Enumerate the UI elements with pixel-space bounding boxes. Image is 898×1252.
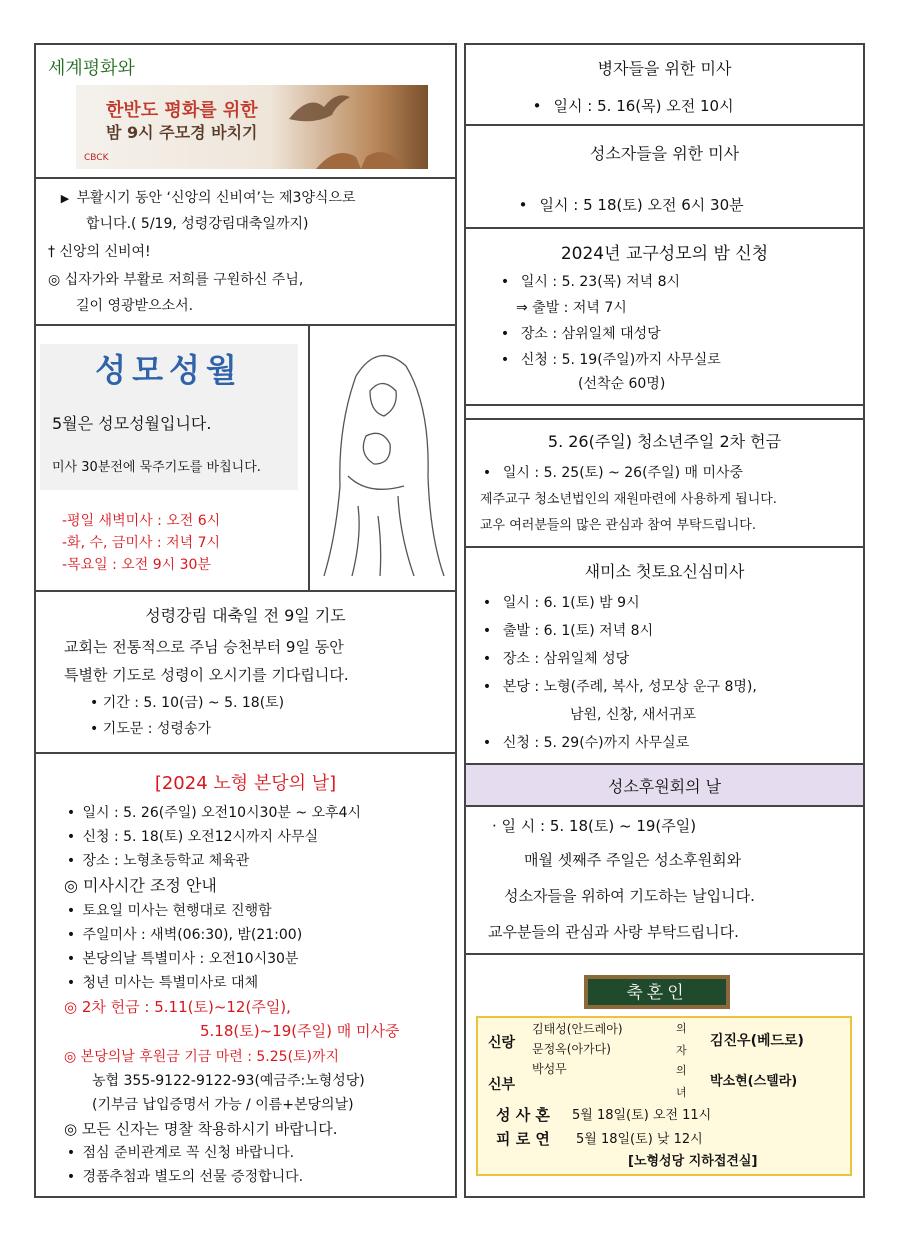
sick-mass-date-text: 일시 : 5. 16(목) 오전 10시	[553, 97, 734, 115]
adjust-item-2-text: 본당의날 특별미사 : 오전10시30분	[82, 951, 299, 967]
bullet-icon: •	[66, 1169, 76, 1185]
vocation-line3: 교우분들의 관심과 사랑 부탁드립니다.	[488, 923, 739, 941]
firstsat-section	[464, 546, 865, 765]
pilgrimage-place	[498, 325, 661, 343]
dove-icon	[284, 89, 354, 129]
groom-name: 김진우(베드로)	[710, 1033, 804, 1049]
adjust-item-2	[64, 950, 298, 968]
parish-item-1-text: 신청 : 5. 18(토) 오전12시까지 사무실	[82, 829, 319, 845]
bride-parents: 박성무	[532, 1062, 567, 1076]
pilgrimage-date-text: 일시 : 5. 23(목) 저녁 8시	[520, 274, 681, 290]
tail-item-1	[64, 1168, 303, 1186]
peace-section	[34, 43, 457, 179]
bullet-icon: •	[500, 326, 510, 342]
pentecost-line1: 교회는 전통적으로 주님 승천부터 9일 동안	[64, 638, 344, 656]
firstsat-item-3	[480, 678, 757, 696]
bullet-icon: •	[66, 1145, 76, 1161]
firstsat-item-2-text: 장소 : 삼위일체 성당	[502, 651, 630, 667]
relation-2: 자	[676, 1044, 687, 1057]
reception-place: [노형성당 지하접견실]	[628, 1154, 758, 1169]
adjust-item-3-text: 청년 미사는 특별미사로 대체	[82, 975, 259, 991]
adjust-item-0-text: 토요일 미사는 현행대로 진행함	[82, 903, 272, 919]
tail-item-1-text: 경품추첨과 별도의 선물 증정합니다.	[82, 1169, 304, 1185]
vocation-line1: 매월 셋째주 주일은 성소후원회와	[524, 851, 742, 869]
triangle-bullet-icon: ▶	[60, 192, 70, 205]
vocation-date: · 일 시 : 5. 18(토) ~ 19(주일)	[492, 817, 697, 835]
sick-mass-date	[530, 97, 734, 117]
firstsat-item-0-text: 일시 : 6. 1(토) 밤 9시	[502, 595, 640, 611]
tail-item-0	[64, 1144, 294, 1162]
bullet-icon: •	[482, 465, 492, 481]
wedding-card	[476, 1016, 852, 1176]
account-line: 농협 355-9122-9122-93(예금주:노형성당)	[92, 1073, 365, 1089]
mary-illustration	[308, 324, 457, 592]
wedding-board-text: 축혼인	[626, 983, 688, 1003]
mary-section	[34, 324, 310, 592]
minor-mass-section	[464, 124, 865, 229]
parish-item-1	[64, 828, 318, 846]
reception-label: 피 로 연	[496, 1130, 550, 1148]
relation-1: 의	[676, 1022, 687, 1035]
mary-time-2: -목요일 : 오전 9시 30분	[62, 557, 211, 573]
bullet-icon: •	[66, 853, 76, 869]
peace-banner	[76, 85, 428, 169]
account-note: (기부금 납입증명서 가능 / 이름+본당의날)	[92, 1097, 354, 1113]
firstsat-title: 새미소 첫토요신심미사	[584, 562, 745, 581]
firstsat-item-1-text: 출발 : 6. 1(토) 저녁 8시	[502, 623, 654, 639]
pilgrimage-section	[464, 227, 865, 406]
reception-time: 5월 18일(토) 낮 12시	[576, 1132, 703, 1147]
fund-line: ◎ 본당의날 후원금 기금 마련 : 5.25(토)까지	[64, 1049, 340, 1065]
minor-mass-date	[516, 196, 744, 216]
adjust-item-3	[64, 974, 258, 992]
minor-mass-title: 성소자들을 위한 미사	[589, 144, 740, 163]
ceremony-label: 성 사 혼	[496, 1106, 550, 1124]
parish-day-title: [2024 노형 본당의 날]	[154, 773, 337, 794]
relation-3: 의	[676, 1064, 687, 1077]
adjust-item-1-text: 주일미사 : 새벽(06:30), 밤(21:00)	[82, 927, 303, 943]
youth-date-text: 일시 : 5. 25(토) ~ 26(주일) 매 미사중	[502, 465, 744, 481]
easter-line4: ◎ 십자가와 부활로 저희를 구원하신 주님,	[48, 272, 304, 288]
easter-line2: 합니다.( 5/19, 성령강림대축일까지)	[86, 216, 309, 232]
youth-line2: 교우 여러분들의 많은 관심과 참여 부탁드립니다.	[480, 518, 756, 533]
hands-icon	[306, 135, 416, 169]
bullet-icon: •	[482, 651, 492, 667]
vocation-title: 성소후원회의 날	[607, 777, 722, 796]
easter-line3: † 신앙의 신비여!	[48, 244, 151, 260]
bullet-icon: •	[518, 196, 528, 214]
adjust-title: ◎ 미사시간 조정 안내	[64, 876, 217, 895]
firstsat-apply-text: 신청 : 5. 29(수)까지 사무실로	[502, 735, 690, 751]
firstsat-apply	[480, 734, 689, 752]
mary-time-1: -화, 수, 금미사 : 저녁 7시	[62, 535, 221, 551]
parish-item-0	[64, 804, 361, 822]
sick-mass-section	[464, 43, 865, 126]
mary-title: 성모성월	[95, 351, 243, 389]
pilgrimage-apply-text: 신청 : 5. 19(주일)까지 사무실로	[520, 352, 721, 368]
adjust-item-0	[64, 902, 272, 920]
tail-item-0-text: 점심 준비관계로 꼭 신청 바랍니다.	[82, 1145, 295, 1161]
bullet-icon: •	[66, 903, 76, 919]
nametag-line: ◎ 모든 신자는 명찰 착용하시기 바랍니다.	[64, 1120, 338, 1138]
banner-line1: 한반도 평화를 위한	[106, 100, 258, 121]
firstsat-items-cont: 남원, 신창, 새서귀포	[570, 707, 696, 723]
parish-item-2	[64, 852, 249, 870]
easter-line1-text: 부활시기 동안 ‘신앙의 신비여’는 제3양식으로	[76, 190, 356, 206]
firstsat-item-2	[480, 650, 629, 668]
peace-title: 세계평화와	[48, 58, 135, 79]
bullet-icon: •	[66, 975, 76, 991]
groom-parents-2: 문정옥(아가다)	[532, 1042, 611, 1056]
parish-item-0-text: 일시 : 5. 26(주일) 오전10시30분 ~ 오후4시	[82, 805, 361, 821]
pilgrimage-title: 2024년 교구성모의 밤 신청	[560, 244, 769, 264]
easter-line5: 길이 영광받으소서.	[76, 298, 194, 314]
vocation-header	[464, 763, 865, 807]
vocation-section	[464, 805, 865, 955]
easter-line1	[58, 189, 356, 207]
bullet-icon: •	[482, 623, 492, 639]
pentecost-section	[34, 590, 457, 754]
collection-line1: ◎ 2차 헌금 : 5.11(토)~12(주일),	[64, 998, 291, 1016]
pilgrimage-departure: ⇒ 출발 : 저녁 7시	[516, 300, 627, 316]
bullet-icon: •	[482, 595, 492, 611]
pentecost-line2: 특별한 기도로 성령이 오시기를 기다립니다.	[64, 666, 349, 684]
youth-date	[480, 464, 743, 482]
groom-label: 신랑	[488, 1035, 516, 1051]
sick-mass-title: 병자들을 위한 미사	[597, 59, 732, 78]
collection-line2: 5.18(토)~19(주일) 매 미사중	[200, 1022, 400, 1040]
wedding-section	[464, 953, 865, 1198]
bride-name: 박소현(스텔라)	[710, 1074, 798, 1089]
firstsat-item-3-text: 본당 : 노형(주례, 복사, 성모상 운구 8명),	[502, 679, 757, 695]
easter-section	[34, 177, 457, 326]
bullet-icon: •	[66, 805, 76, 821]
ceremony-time: 5월 18일(토) 오전 11시	[572, 1108, 712, 1123]
pentecost-prayer: • 기도문 : 성령송가	[90, 721, 211, 737]
youth-section	[464, 418, 865, 548]
firstsat-item-0	[480, 594, 640, 612]
bullet-icon: •	[66, 951, 76, 967]
bullet-icon: •	[532, 97, 542, 115]
minor-mass-date-text: 일시 : 5 18(토) 오전 6시 30분	[539, 196, 744, 214]
vocation-line2: 성소자들을 위하여 기도하는 날입니다.	[504, 887, 755, 905]
banner-brand: CBCK	[84, 153, 109, 163]
parish-day-section	[34, 752, 457, 1198]
bullet-icon: •	[500, 352, 510, 368]
mary-card	[40, 344, 298, 490]
pentecost-title: 성령강림 대축일 전 9일 기도	[145, 606, 346, 625]
mary-time-0: -평일 새벽미사 : 오전 6시	[62, 513, 221, 529]
pentecost-period: • 기간 : 5. 10(금) ~ 5. 18(토)	[90, 695, 285, 711]
wedding-board	[584, 975, 730, 1009]
madonna-child-icon	[318, 336, 448, 581]
mary-line1: 5월은 성모성월입니다.	[52, 414, 212, 433]
banner-line2: 밤 9시 주모경 바치기	[106, 123, 258, 142]
youth-title: 5. 26(주일) 청소년주일 2차 헌금	[547, 432, 782, 451]
bride-label: 신부	[488, 1077, 516, 1093]
relation-4: 녀	[676, 1086, 687, 1099]
bullet-icon: •	[500, 274, 510, 290]
adjust-item-1	[64, 926, 302, 944]
groom-parents-1: 김태성(안드레아)	[532, 1022, 623, 1036]
pilgrimage-place-text: 장소 : 삼위일체 대성당	[520, 326, 661, 342]
parish-item-2-text: 장소 : 노형초등학교 체육관	[82, 853, 250, 869]
bullet-icon: •	[66, 829, 76, 845]
pilgrimage-date	[498, 273, 680, 291]
pilgrimage-apply-note: (선착순 60명)	[578, 376, 666, 392]
bullet-icon: •	[66, 927, 76, 943]
youth-line1: 제주교구 청소년법인의 재원마련에 사용하게 됩니다.	[480, 492, 777, 507]
pilgrimage-apply	[498, 351, 721, 369]
mary-line2: 미사 30분전에 묵주기도를 바칩니다.	[52, 460, 261, 475]
bullet-icon: •	[482, 679, 492, 695]
bullet-icon: •	[482, 735, 492, 751]
firstsat-item-1	[480, 622, 653, 640]
